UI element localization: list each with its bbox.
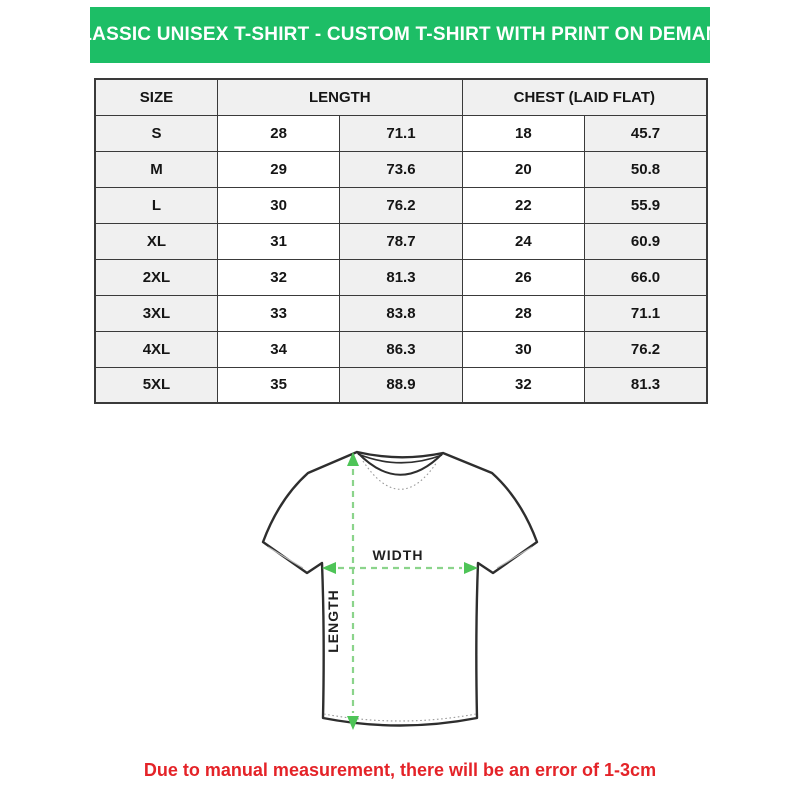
value-cell: 34 [217, 331, 339, 367]
value-cell: 73.6 [340, 151, 462, 187]
table-row [95, 331, 707, 367]
value-cell: 22 [462, 187, 584, 223]
title-banner [66, 7, 734, 63]
size-cell: 4XL [95, 331, 217, 367]
value-cell: 60.9 [585, 223, 707, 259]
page-title: CLASSIC UNISEX T-SHIRT - CUSTOM T-SHIRT WITH PRINT ON DEMAND [66, 24, 734, 45]
size-chart-table-wrapper [94, 78, 708, 404]
measurement-error-note: Due to manual measurement, there will be an error of 1-3cm [143, 760, 657, 780]
value-cell: 76.2 [340, 187, 462, 223]
header-row [95, 79, 707, 115]
value-cell: 88.9 [340, 367, 462, 403]
value-cell: 71.1 [585, 295, 707, 331]
value-cell: 18 [462, 115, 584, 151]
width-label: WIDTH [372, 547, 424, 563]
column-header-size: SIZE [95, 79, 217, 115]
value-cell: 35 [217, 367, 339, 403]
value-cell: 50.8 [585, 151, 707, 187]
table-row [95, 223, 707, 259]
value-cell: 55.9 [585, 187, 707, 223]
value-cell: 83.8 [340, 295, 462, 331]
value-cell: 30 [462, 331, 584, 367]
value-cell: 28 [217, 115, 339, 151]
value-cell: 32 [462, 367, 584, 403]
value-cell: 20 [462, 151, 584, 187]
tshirt-size-diagram [240, 435, 560, 755]
table-row [95, 187, 707, 223]
value-cell: 26 [462, 259, 584, 295]
value-cell: 45.7 [585, 115, 707, 151]
value-cell: 81.3 [340, 259, 462, 295]
size-cell: L [95, 187, 217, 223]
size-chart-header [95, 79, 707, 115]
value-cell: 24 [462, 223, 584, 259]
value-cell: 81.3 [585, 367, 707, 403]
table-row [95, 115, 707, 151]
value-cell: 76.2 [585, 331, 707, 367]
column-header-chest: CHEST (LAID FLAT) [462, 79, 707, 115]
size-chart-table [94, 78, 708, 404]
table-row [95, 151, 707, 187]
table-row [95, 259, 707, 295]
value-cell: 28 [462, 295, 584, 331]
table-row [95, 295, 707, 331]
size-cell: 2XL [95, 259, 217, 295]
value-cell: 32 [217, 259, 339, 295]
size-cell: M [95, 151, 217, 187]
tshirt-outline [263, 452, 537, 726]
value-cell: 66.0 [585, 259, 707, 295]
size-cell: 3XL [95, 295, 217, 331]
size-cell: XL [95, 223, 217, 259]
value-cell: 78.7 [340, 223, 462, 259]
value-cell: 71.1 [340, 115, 462, 151]
value-cell: 30 [217, 187, 339, 223]
length-label: LENGTH [325, 589, 341, 653]
value-cell: 33 [217, 295, 339, 331]
size-chart-body [95, 115, 707, 403]
value-cell: 31 [217, 223, 339, 259]
value-cell: 86.3 [340, 331, 462, 367]
column-header-length: LENGTH [217, 79, 462, 115]
size-cell: S [95, 115, 217, 151]
table-row [95, 367, 707, 403]
value-cell: 29 [217, 151, 339, 187]
size-cell: 5XL [95, 367, 217, 403]
